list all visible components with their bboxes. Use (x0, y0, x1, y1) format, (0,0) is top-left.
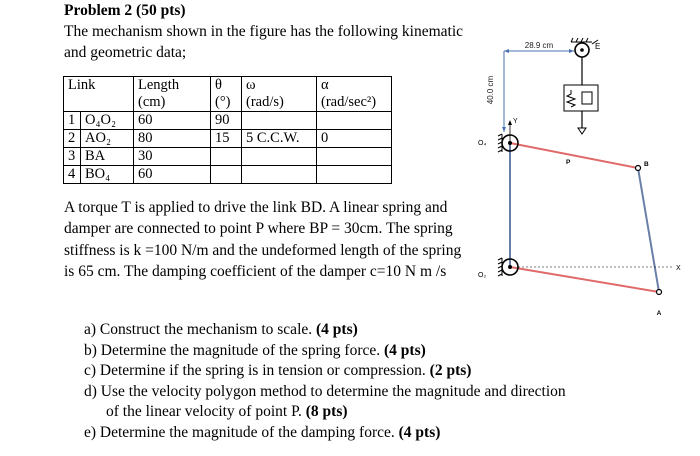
problem-title: Problem 2 (50 pts) (64, 2, 186, 19)
label-x: X (676, 265, 681, 272)
row-alpha (317, 166, 392, 184)
linkage (510, 143, 662, 295)
header-link: Link (64, 77, 134, 112)
damper-icon (582, 92, 592, 104)
row-link-name: AO₂ (81, 130, 134, 148)
pivot-o2 (478, 258, 518, 279)
row-alpha (317, 148, 392, 166)
table-row (64, 148, 392, 166)
pivot-o4 (478, 134, 518, 152)
row-length: 30 (134, 148, 211, 166)
label-a: A (656, 310, 662, 317)
kinematic-data-table (63, 76, 392, 184)
table-row (64, 112, 392, 130)
row-length: 60 (134, 166, 211, 184)
question-d: d) Use the velocity polygon method to determine the magnitude and direction (84, 382, 566, 400)
spring-icon (567, 90, 575, 107)
row-index: 2 (64, 130, 81, 148)
joint-b (636, 166, 641, 171)
label-y: Y (513, 118, 518, 125)
row-theta: 15 (211, 130, 242, 148)
row-omega (242, 166, 317, 184)
row-link-name: BO₄ (81, 166, 134, 184)
table-row (64, 166, 392, 184)
row-length: 60 (134, 112, 211, 130)
row-length: 80 (134, 130, 211, 148)
header-alpha: α (rad/sec²) (317, 77, 392, 112)
header-theta: θ (°) (211, 77, 242, 112)
row-omega (242, 112, 317, 130)
joint-a (657, 290, 662, 295)
row-omega: 5 C.C.W. (242, 130, 317, 148)
label-p: P (566, 159, 571, 166)
question-c: c) Determine if the spring is in tension or compression. (2 pts) (84, 362, 472, 379)
x-axis (518, 265, 681, 272)
dim-vertical-label: 40.0 cm (486, 75, 495, 105)
row-index: 1 (64, 112, 81, 130)
row-theta: 90 (211, 112, 242, 130)
question-list (84, 320, 664, 443)
label-b: B (644, 161, 649, 168)
table-row (64, 130, 392, 148)
mechanism-figure (466, 30, 700, 330)
header-length: Length (cm) (134, 77, 211, 112)
table-header-row (64, 77, 392, 112)
header-omega: ω (rad/s) (242, 77, 317, 112)
row-alpha: 0 (317, 130, 392, 148)
label-o2: O₂ (478, 272, 487, 279)
problem-description: A torque T is applied to drive the link BD. A linear spring and damper are connected to point P where BP = 30cm. The spring stiffness is k =100 N/m and the undeformed length of the spring is 65 cm. The damping coefficient of the damper c=10 N m /s (64, 199, 462, 280)
dim-horizontal-label: 28.9 cm (524, 41, 554, 50)
row-index: 3 (64, 148, 81, 166)
row-omega (242, 148, 317, 166)
support-e (571, 38, 600, 57)
link-ao2 (510, 267, 659, 292)
question-d-continued: of the linear velocity of point P. (8 pts) (106, 403, 348, 420)
question-b: b) Determine the magnitude of the spring force. (4 pts) (84, 341, 426, 359)
label-e: E (595, 42, 601, 51)
row-link-name: O₄O₂ (81, 112, 134, 130)
vertical-dimension (486, 51, 506, 132)
row-theta (211, 166, 242, 184)
row-link-name: BA (81, 148, 134, 166)
spring-damper (564, 57, 598, 134)
row-alpha (317, 112, 392, 130)
row-index: 4 (64, 166, 81, 184)
link-bo4 (510, 143, 638, 168)
link-ba (638, 168, 659, 292)
question-a: a) Construct the mechanism to scale. (4 pts) (84, 321, 358, 338)
horizontal-dimension (504, 41, 574, 53)
label-o4: O₄ (478, 140, 487, 147)
question-e: e) Determine the magnitude of the damping force. (4 pts) (84, 423, 441, 441)
problem-intro: The mechanism shown in the figure has the following kinematic and geometric data; (64, 23, 464, 61)
row-theta (211, 148, 242, 166)
